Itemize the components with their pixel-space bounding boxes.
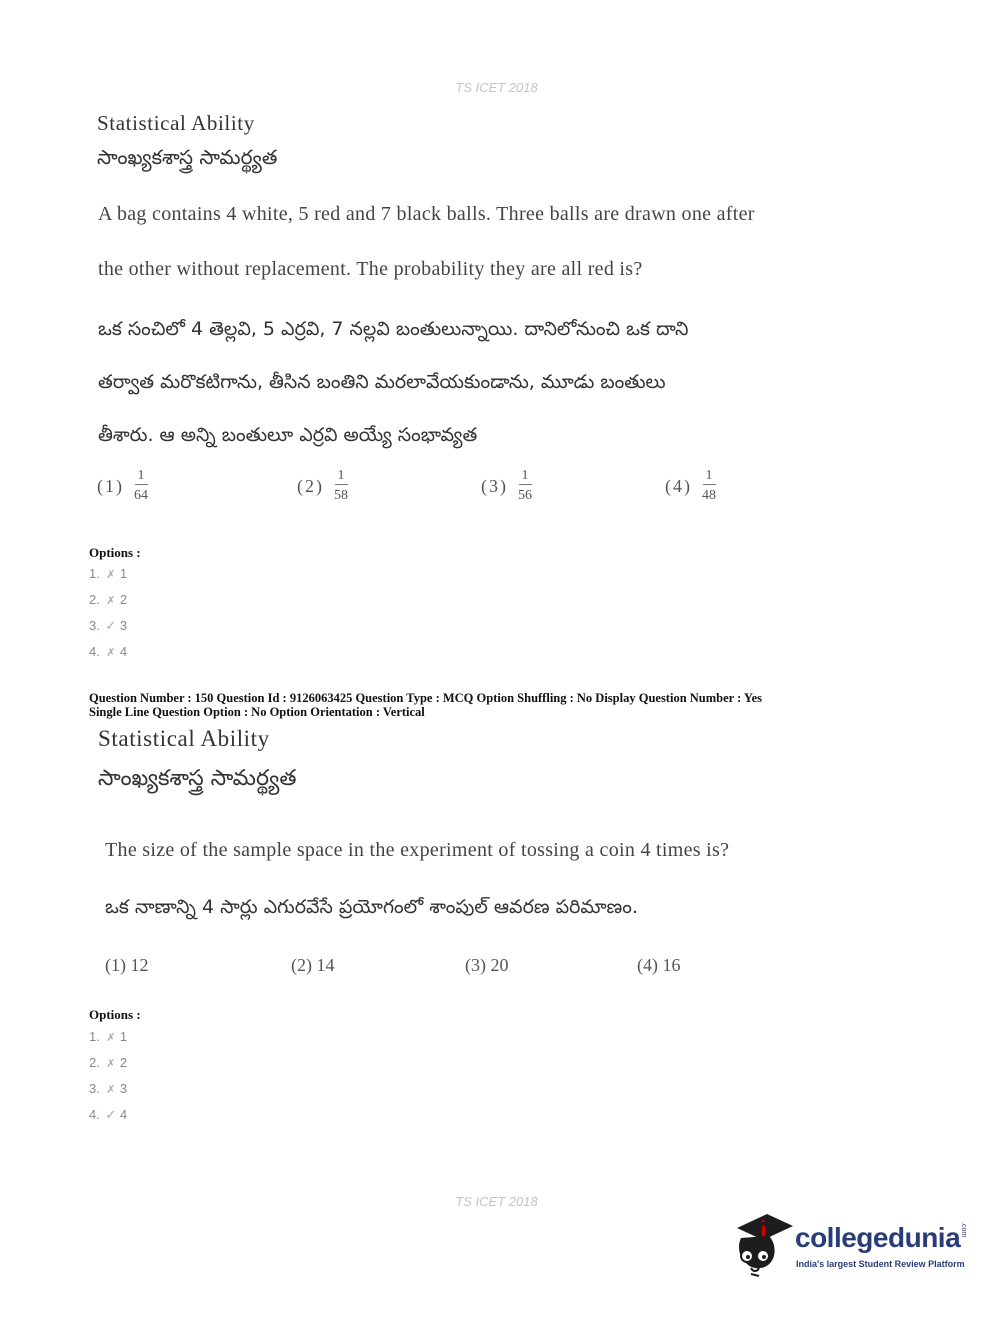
option-value: 3 xyxy=(119,618,128,633)
cross-icon: ✗ xyxy=(106,1084,116,1096)
q1-option-2[interactable] xyxy=(89,592,127,607)
q1-choice-1 xyxy=(97,468,148,505)
question-meta-line1: Question Number : 150 Question Id : 9126063425 Question Type : MCQ Option Shuffling : No Display Question Number : Yes xyxy=(89,691,762,705)
option-index: 3. xyxy=(89,1081,100,1096)
fraction-numerator: 1 xyxy=(519,468,532,485)
logo-tagline: India's largest Student Review Platform xyxy=(796,1259,965,1269)
q1-option-3[interactable] xyxy=(89,618,127,634)
cross-icon: ✗ xyxy=(106,595,116,607)
q1-choice-2 xyxy=(297,468,348,505)
logo-wordmark xyxy=(795,1222,967,1254)
cross-icon: ✗ xyxy=(106,1032,116,1044)
option-value: 4 xyxy=(119,1107,128,1122)
option-index: 2. xyxy=(89,1055,100,1070)
q2-text-line1: The size of the sample space in the experiment of tossing a coin 4 times is? xyxy=(105,839,730,861)
choice-label: (2) xyxy=(297,476,324,496)
q2-option-3[interactable] xyxy=(89,1081,127,1096)
option-index: 4. xyxy=(89,644,100,659)
option-index: 2. xyxy=(89,592,100,607)
q2-option-1[interactable] xyxy=(89,1029,127,1044)
q2-option-2[interactable] xyxy=(89,1055,127,1070)
q2-choice-4: (4) 16 xyxy=(637,955,681,975)
q2-telugu-line1: ఒక నాణాన్ని 4 సార్లు ఎగురవేసే ప్రయోగంలో శాంపుల్ ఆవరణ పరిమాణం. xyxy=(105,896,638,918)
cross-icon: ✗ xyxy=(106,569,116,581)
cross-icon: ✗ xyxy=(106,1058,116,1070)
cross-icon: ✗ xyxy=(106,647,116,659)
q1-choice-3 xyxy=(481,468,532,505)
option-index: 1. xyxy=(89,1029,100,1044)
fraction xyxy=(134,468,148,505)
q1-telugu-line2: తర్వాత మరొకటిగాను, తీసిన బంతిని మరలావేయకుండాను, మూడు బంతులు xyxy=(98,371,666,393)
q1-option-1[interactable] xyxy=(89,566,127,581)
option-value: 2 xyxy=(119,592,128,607)
fraction-numerator: 1 xyxy=(703,468,716,485)
fraction-denominator: 48 xyxy=(702,488,716,503)
q2-choice-3: (3) 20 xyxy=(465,955,509,975)
question-meta-line2: Single Line Question Option : No Option Orientation : Vertical xyxy=(89,705,425,719)
footer-watermark: TS ICET 2018 xyxy=(455,1194,538,1209)
q1-telugu-line1: ఒక సంచిలో 4 తెల్లవి, 5 ఎర్రవి, 7 నల్లవి బంతులున్నాయి. దానిలోనుంచి ఒక దాని xyxy=(98,318,689,340)
fraction xyxy=(702,468,716,505)
q1-section-title: Statistical Ability xyxy=(97,111,255,135)
option-index: 4. xyxy=(89,1107,100,1122)
q2-section-title-telugu: సాంఖ్యకశాస్త్ర సామర్థ్యత xyxy=(98,766,297,791)
q2-choice-1: (1) 12 xyxy=(105,955,149,975)
logo-name: collegedunia xyxy=(795,1222,961,1253)
option-value: 4 xyxy=(119,644,128,659)
checkmark-icon: ✓ xyxy=(105,1107,117,1122)
option-value: 1 xyxy=(119,1029,128,1044)
option-value: 2 xyxy=(119,1055,128,1070)
choice-label: (4) xyxy=(665,476,692,496)
graduate-mascot-icon xyxy=(733,1212,793,1280)
q1-text-line1: A bag contains 4 white, 5 red and 7 black balls. Three balls are drawn one after xyxy=(98,203,755,225)
logo-suffix: .com xyxy=(960,1222,968,1238)
q1-text-line2: the other without replacement. The probability they are all red is? xyxy=(98,258,643,280)
header-watermark: TS ICET 2018 xyxy=(455,80,538,95)
q1-choice-4 xyxy=(665,468,716,505)
q2-options-heading: Options : xyxy=(89,1007,141,1022)
fraction-denominator: 64 xyxy=(134,488,148,503)
q1-options-heading: Options : xyxy=(89,545,141,560)
choice-label: (3) xyxy=(481,476,508,496)
option-index: 3. xyxy=(89,618,100,633)
q1-option-4[interactable] xyxy=(89,644,127,659)
q2-section-title: Statistical Ability xyxy=(98,726,270,751)
option-value: 1 xyxy=(119,566,128,581)
q2-choice-2: (2) 14 xyxy=(291,955,335,975)
option-index: 1. xyxy=(89,566,100,581)
fraction-numerator: 1 xyxy=(135,468,148,485)
choice-label: (1) xyxy=(97,476,124,496)
option-value: 3 xyxy=(119,1081,128,1096)
q1-telugu-line3: తీశారు. ఆ అన్ని బంతులూ ఎర్రవి అయ్యే సంభావ్యత xyxy=(98,424,478,446)
fraction-numerator: 1 xyxy=(335,468,348,485)
fraction-denominator: 58 xyxy=(334,488,348,503)
fraction xyxy=(334,468,348,505)
collegedunia-logo[interactable] xyxy=(733,1212,968,1282)
fraction-denominator: 56 xyxy=(518,488,532,503)
q2-option-4[interactable] xyxy=(89,1107,127,1123)
q1-section-title-telugu: సాంఖ్యకశాస్త్ర సామర్థ్యత xyxy=(97,145,278,169)
checkmark-icon: ✓ xyxy=(105,618,117,633)
fraction xyxy=(518,468,532,505)
